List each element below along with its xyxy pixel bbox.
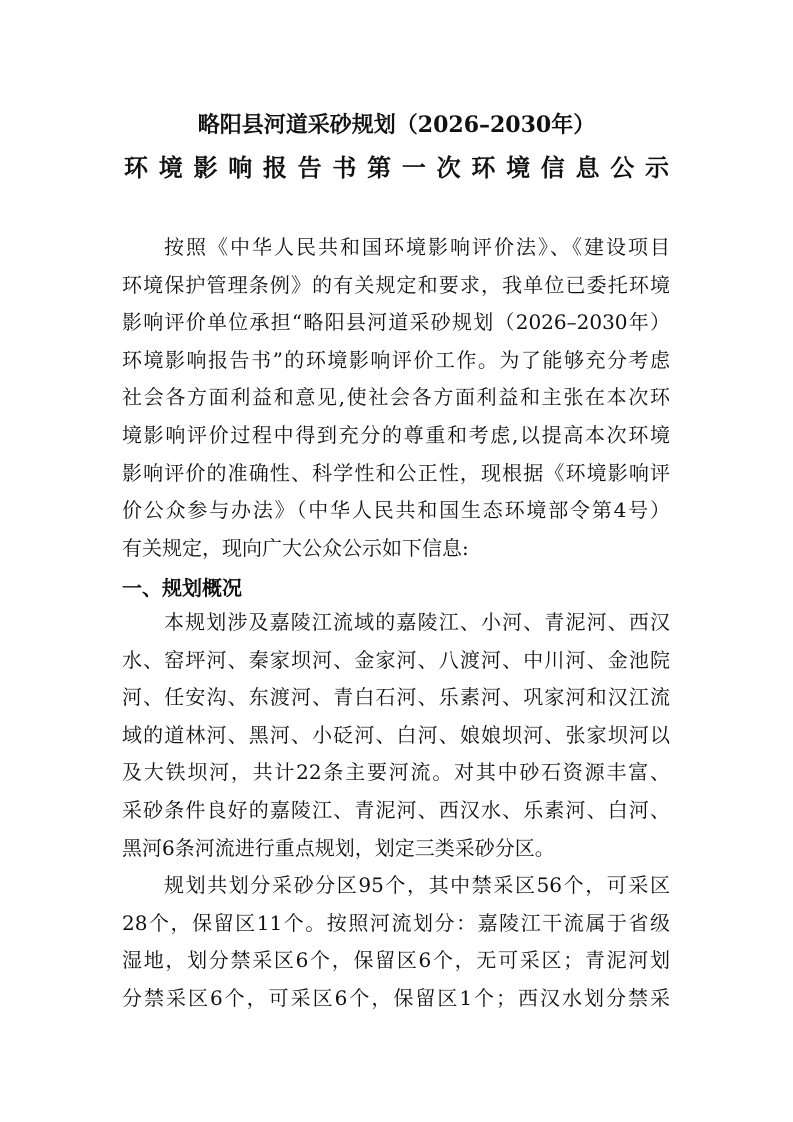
text-line: 有关规定，现向广大公众公示如下信息:	[122, 535, 469, 560]
text-line: 水、窑坪河、秦家坝河、金家河、八渡河、中川河、金池院	[122, 647, 670, 672]
text-line: 河、任安沟、东渡河、青白石河、乐素河、巩家河和汉江流	[122, 685, 670, 710]
text-line: 本规划涉及嘉陵江流域的嘉陵江、小河、青泥河、西汉	[164, 610, 670, 634]
text-line: 环境保护管理条例》的有关规定和要求，我单位已委托环境	[122, 272, 670, 297]
text-line: 价公众参与办法》（中华人民共和国生态环境部令第4号）	[122, 498, 670, 523]
text-line: 境影响评价过程中得到充分的尊重和考虑,以提高本次环境	[122, 423, 670, 447]
text-line: 黑河6条河流进行重点规划，划定三类采砂分区。	[122, 835, 555, 860]
document-subtitle: 环境影响报告书第一次环境信息公示	[124, 153, 669, 182]
text-line: 按照《中华人民共和国环境影响评价法》、《建设项目	[164, 235, 670, 259]
text-line: 湿地，划分禁采区6个，保留区6个，无可采区；青泥河划	[122, 948, 670, 973]
text-line: 影响评价单位承担“略阳县河道采砂规划（2026–2030年）	[122, 310, 670, 335]
text-line: 及大铁坝河，共计22条主要河流。对其中砂石资源丰富、	[122, 760, 670, 785]
text-line: 环境影响报告书”的环境影响评价工作。为了能够充分考虑	[122, 347, 670, 372]
text-line: 社会各方面利益和意见,使社会各方面利益和主张在本次环	[122, 385, 670, 410]
text-line: 采砂条件良好的嘉陵江、青泥河、西汉水、乐素河、白河、	[122, 798, 670, 822]
section-heading: 一、规划概况	[122, 576, 242, 600]
document-title: 略阳县河道采砂规划（2026–2030年）	[197, 112, 596, 138]
text-line: 规划共划分采砂分区95个，其中禁采区56个，可采区	[164, 873, 670, 897]
text-line: 分禁采区6个，可采区6个，保留区1个；西汉水划分禁采	[122, 985, 670, 1010]
text-line: 影响评价的准确性、科学性和公正性，现根据《环境影响评	[122, 460, 670, 485]
text-line: 28个，保留区11个。按照河流划分：嘉陵江干流属于省级	[122, 910, 670, 935]
text-line: 域的道林河、黑河、小砭河、白河、娘娘坝河、张家坝河以	[122, 722, 670, 747]
